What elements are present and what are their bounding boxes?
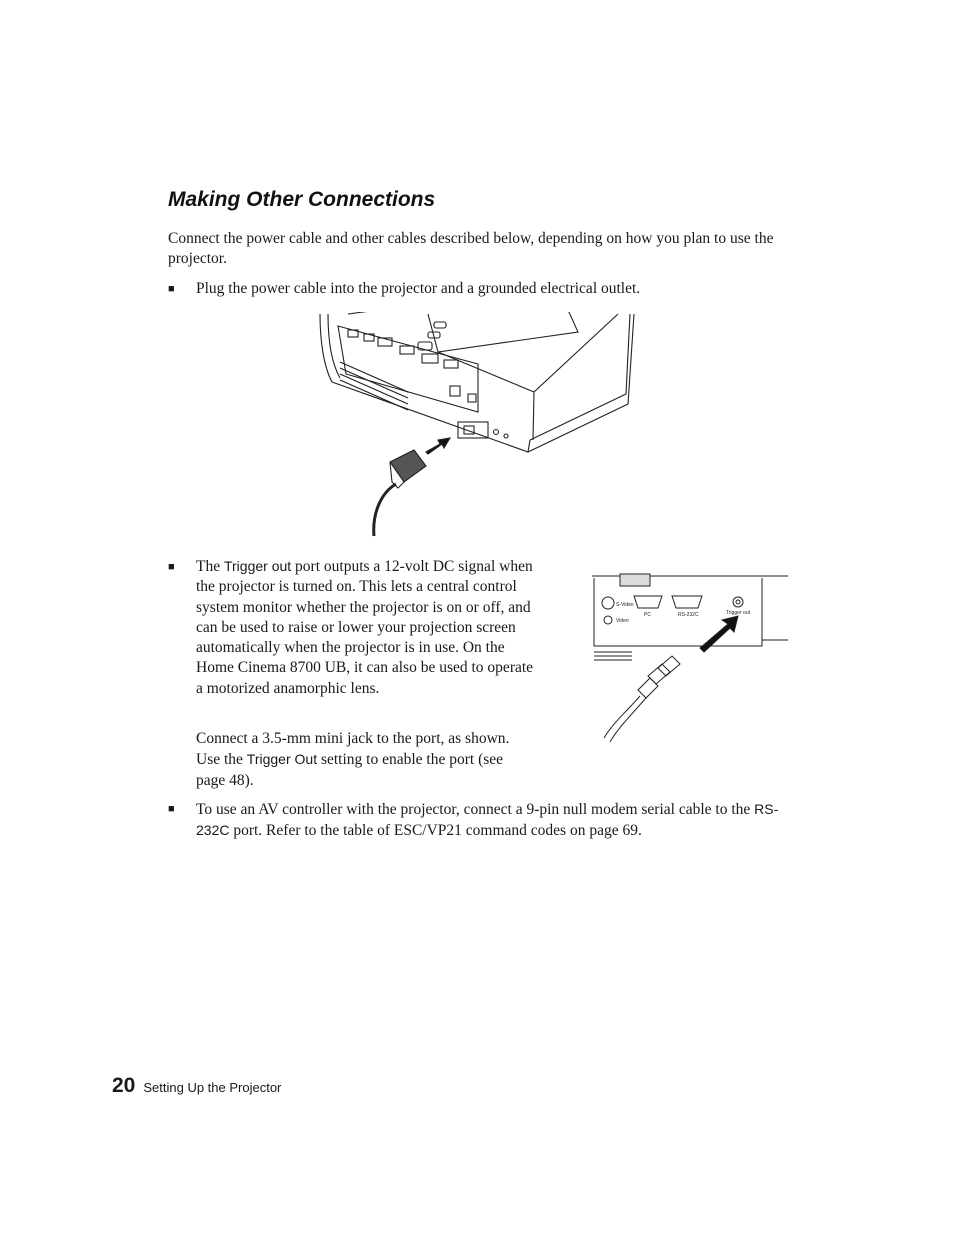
bullet-text: The xyxy=(196,558,224,575)
bullet-text: setting to enable the port (see page 48). xyxy=(196,751,504,789)
term-rs232c: RS-232C xyxy=(196,801,779,839)
bullet-rs232c xyxy=(196,799,786,842)
trigger-out-instructions xyxy=(196,729,536,791)
label-svideo: S-Video xyxy=(616,602,634,608)
bullet-text: port outputs a 12-volt DC signal when the projector is turned on. This lets a central control system monitor whether the projector is on or off, and can be used to raise or lower your projection screen automatically when the projector is in use. On the Home Cinema 8700 UB, it can also be used to operate a motorized anamorphic lens. xyxy=(196,558,534,697)
bullet-text: To use an AV controller with the projector, connect a 9-pin null modem serial cable to the xyxy=(196,801,755,818)
bullet-power-cable: Plug the power cable into the projector and a grounded electrical outlet. xyxy=(196,280,641,297)
bullet-text: Connect a 3.5-mm mini jack to the port, as shown. Use the xyxy=(196,730,510,769)
label-video: Video xyxy=(616,618,629,624)
label-rs232c: RS-232C xyxy=(678,612,699,618)
bullet-marker: ■ xyxy=(168,561,175,573)
label-pc: PC xyxy=(644,612,651,618)
trigger-out-illustration xyxy=(592,572,788,744)
bullet-marker: ■ xyxy=(168,283,175,295)
label-trigger: Trigger out xyxy=(726,610,750,616)
term-trigger-out-setting: Trigger Out xyxy=(246,751,318,768)
term-trigger-out: Trigger out xyxy=(223,558,292,574)
page-footer xyxy=(112,1074,281,1098)
page-heading: Making Other Connections xyxy=(168,188,436,211)
bullet-text: port. Refer to the table of ESC/VP21 command codes on page 69. xyxy=(229,822,642,840)
bullet-marker: ■ xyxy=(168,803,175,815)
page-number: 20 xyxy=(112,1074,136,1097)
intro-paragraph: Connect the power cable and other cables described below, depending on how you plan to use the projector. xyxy=(168,230,774,268)
footer-section-title: Setting Up the Projector xyxy=(143,1080,282,1095)
projector-power-illustration xyxy=(318,312,636,538)
bullet-trigger-out xyxy=(196,556,536,699)
